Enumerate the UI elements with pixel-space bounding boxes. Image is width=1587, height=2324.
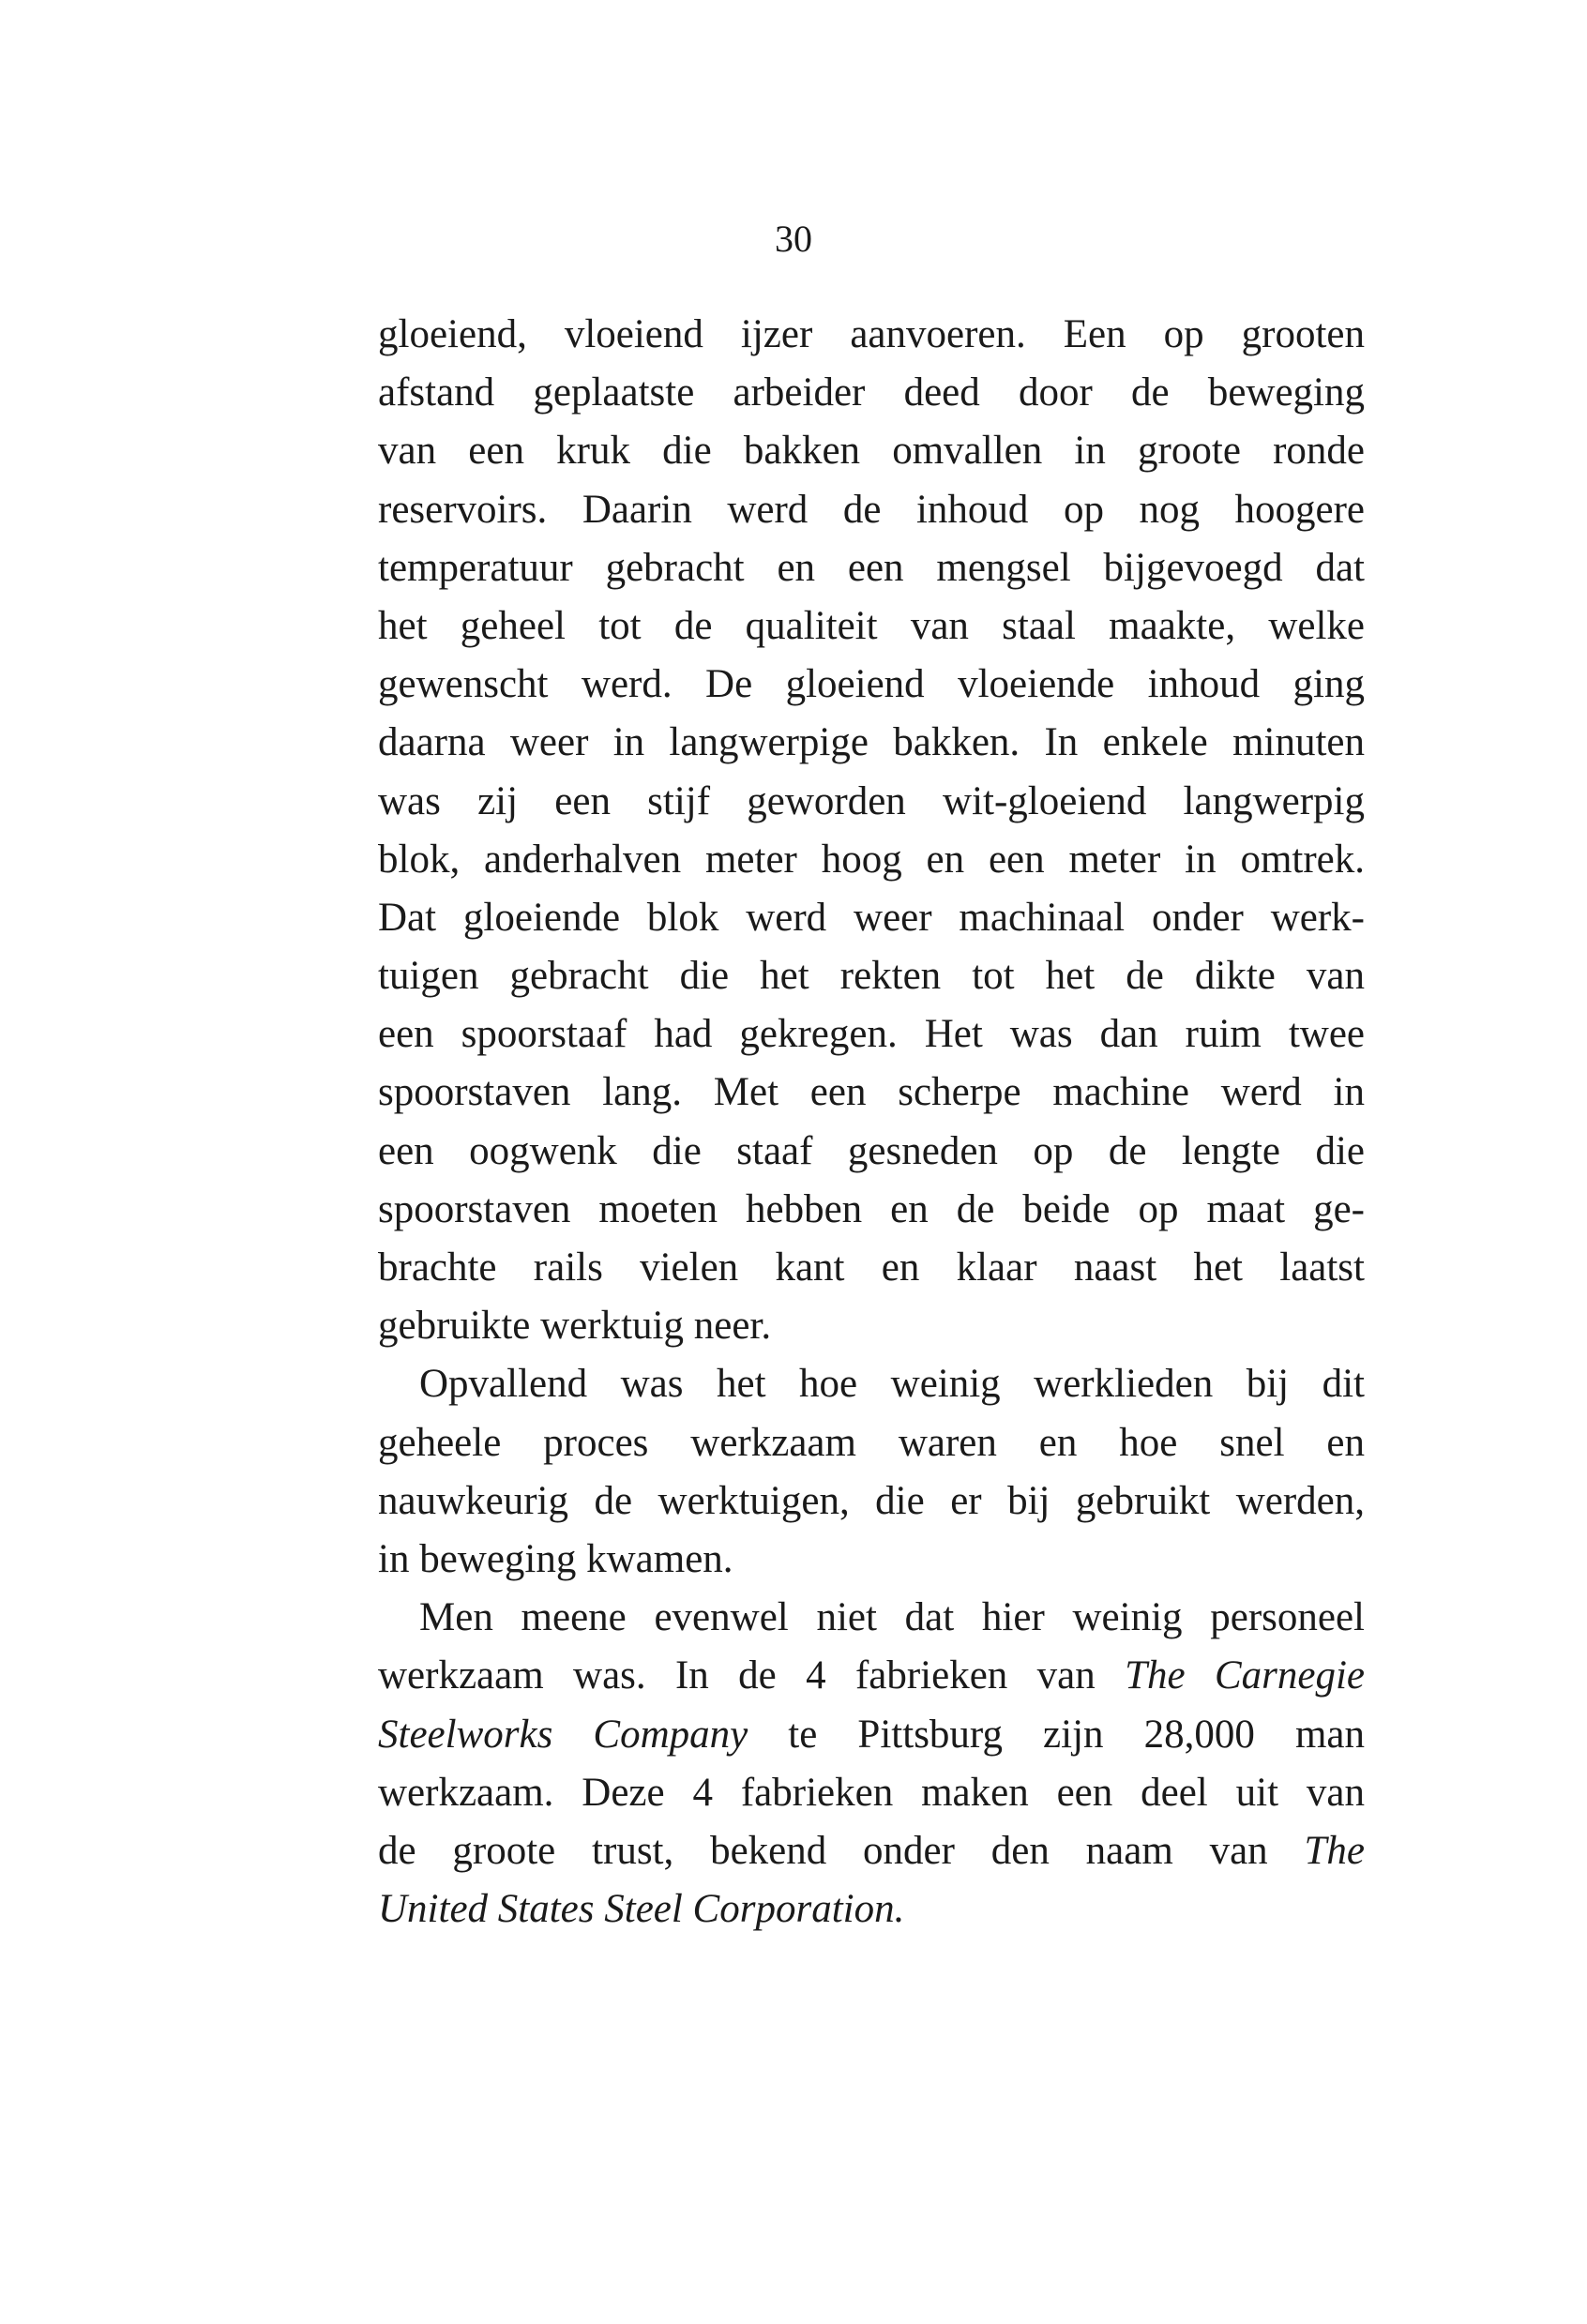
text-line [378,481,1365,539]
body-text [378,306,1365,1939]
text-segment: spoorstaven lang. Met een scherpe machine werd in [378,1070,1365,1115]
text-line [378,947,1365,1005]
text-line [378,656,1365,714]
text-line [378,364,1365,422]
text-segment: tuigen gebracht die het rekten tot het de dikte van [378,954,1365,999]
text-line [378,306,1365,364]
text-line [378,1355,1365,1413]
text-segment: werkzaam was. In de 4 fabrieken van [378,1653,1126,1698]
text-line [378,597,1365,656]
text-line [378,831,1365,889]
text-segment: temperatuur gebracht en een mengsel bijgevoegd dat [378,545,1365,590]
text-line [378,422,1365,480]
text-segment: Opvallend was het hoe weinig werklieden bij dit [419,1362,1365,1407]
italic-text: The [1304,1828,1365,1873]
text-segment: brachte rails vielen kant en klaar naast het laatst [378,1245,1365,1290]
text-line [378,1005,1365,1064]
text-segment: werkzaam. Deze 4 fabrieken maken een deel uit van [378,1770,1365,1815]
text-segment: Dat gloeiende blok werd weer machinaal onder werk- [378,895,1365,940]
page-number: 30 [775,218,812,260]
text-line [378,1297,1365,1355]
text-segment: reservoirs. Daarin werd de inhoud op nog hoogere [378,487,1365,532]
text-line [378,1239,1365,1297]
text-line [378,1472,1365,1531]
text-segment: een spoorstaaf had gekregen. Het was dan ruim twee [378,1012,1365,1057]
text-line [378,1706,1365,1764]
text-segment: nauwkeurig de werktuigen, die er bij gebruikt werden, [378,1478,1365,1523]
text-segment: was zij een stijf geworden wit-gloeiend langwerpig [378,778,1365,823]
paragraph [378,1355,1365,1589]
text-segment: het geheel tot de qualiteit van staal maakte, welke [378,603,1365,648]
text-line [378,1064,1365,1122]
italic-text: United States Steel Corporation. [378,1887,905,1932]
text-line [378,1123,1365,1181]
text-line [378,1589,1365,1647]
text-segment: gloeiend, vloeiend ijzer aanvoeren. Een op grooten [378,312,1365,356]
text-line [378,773,1365,831]
text-segment: daarna weer in langwerpige bakken. In enkele minuten [378,720,1365,765]
text-line [378,714,1365,772]
text-line [378,1414,1365,1472]
text-line [378,1647,1365,1705]
text-segment: gebruikte werktuig neer. [378,1304,772,1349]
text-segment: gewenscht werd. De gloeiend vloeiende inhoud ging [378,662,1365,707]
text-line [378,1764,1365,1822]
text-segment: de groote trust, bekend onder den naam van [378,1828,1305,1873]
text-segment: te Pittsburg zijn 28,000 man [748,1712,1365,1757]
italic-text: The Carnegie [1125,1653,1365,1698]
text-line [378,1822,1365,1880]
text-segment: in beweging kwamen. [378,1536,733,1581]
text-line [378,1531,1365,1589]
text-segment: van een kruk die bakken omvallen in groote ronde [378,429,1365,474]
paragraph [378,306,1365,1355]
text-line [378,1181,1365,1239]
text-segment: blok, anderhalven meter hoog en een meter in omtrek. [378,837,1365,882]
text-segment: een oogwenk die staaf gesneden op de lengte die [378,1128,1365,1173]
text-line [378,1880,1365,1939]
text-segment: afstand geplaatste arbeider deed door de beweging [378,370,1365,415]
text-line [378,539,1365,597]
text-segment: spoorstaven moeten hebben en de beide op maat ge- [378,1186,1365,1231]
italic-text: Steelworks Company [378,1712,748,1757]
text-segment: geheele proces werkzaam waren en hoe snel en [378,1420,1365,1465]
text-line [378,889,1365,947]
paragraph [378,1589,1365,1939]
text-segment: Men meene evenwel niet dat hier weinig personeel [419,1595,1365,1640]
